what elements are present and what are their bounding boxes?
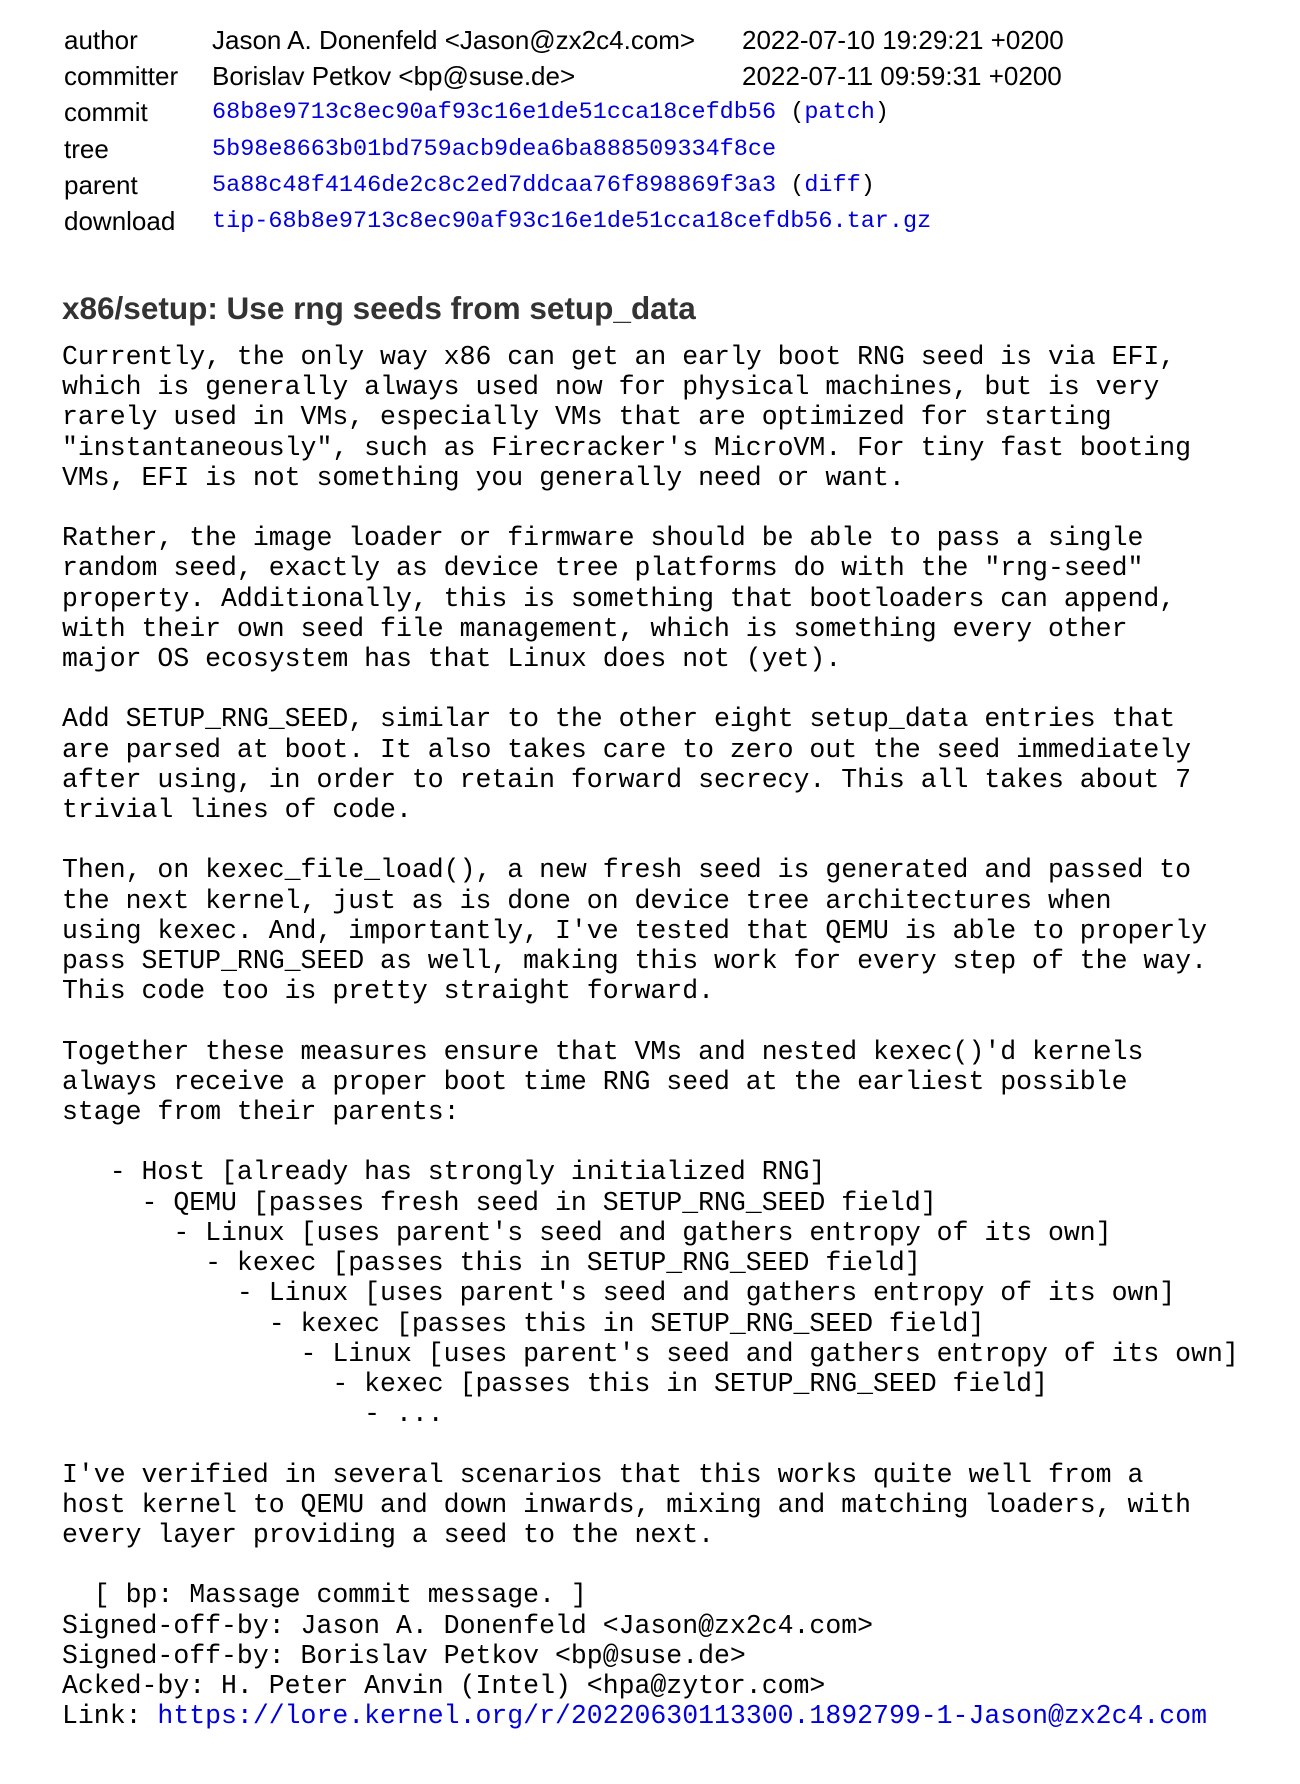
download-row bbox=[64, 203, 1064, 239]
download-cell bbox=[212, 208, 931, 235]
commit-info-table bbox=[64, 22, 1064, 240]
commit-body: Currently, the only way x86 can get an early boot RNG seed is via EFI, which is generally always used now for physical machines, but is very rarely used in VMs, especially VMs that are optimized for starting "instantaneously", such as Firecracker's MicroVM. For tiny fast booting VMs, EFI is not something you generally need or want. Rather, the image loader or firmware should be able to pass a single random seed, exactly as device tree platforms do with the "rng-seed" property. Additionally, this is something that bootloaders can append, with their own seed file management, which is something every other major OS ecosystem has that Linux does not (yet). Add SETUP_RNG_SEED, similar to the other eight setup_data entries that are parsed at boot. It also takes care to zero out the seed immediately after using, in order to retain forward secrecy. This all takes about 7 trivial lines of code. Then, on kexec_file_load(), a new fresh seed is generated and passed to the next kernel, just as is done on device tree architectures when using kexec. And, importantly, I've tested that QEMU is able to properly pass SETUP_RNG_SEED as well, making this work for every step of the way. This code too is pretty straight forward. Together these measures ensure that VMs and nested kexec()'d kernels always receive a proper boot time RNG seed at the earliest possible stage from their parents: - Host [already has strongly initialized RNG] - QEMU [passes fresh seed in SETUP_RNG_SEED field] - Linux [uses parent's seed and gathers entropy of its own] - kexec [passes this in SETUP_RNG_SEED field] - Linux [uses parent's seed and gathers entropy of its own] - kexec [passes this in SETUP_RNG_SEED field] - Linux [uses parent's seed and gathers entropy of its own] - kexec [passes this in SETUP_RNG_SEED field] - ... I've verified in several scenarios that this works quite well from a host kernel to QEMU and down inwards, mixing and matching loaders, with every layer providing a seed to the next. [ bp: Massage commit message. ] bbox=[62, 342, 1239, 1611]
acked-by-line: Acked-by: H. Peter Anvin (Intel) <hpa@zytor.com> bbox=[62, 1670, 826, 1701]
author-name: Jason A. Donenfeld <Jason@zx2c4.com> bbox=[212, 24, 696, 55]
commit-label: commit bbox=[64, 97, 148, 128]
parent-paren-close: ) bbox=[860, 171, 875, 199]
commit-message bbox=[62, 342, 1239, 1731]
author-date: 2022-07-10 19:29:21 +0200 bbox=[742, 24, 1064, 55]
signed-off-by-borislav: Signed-off-by: Borislav Petkov <bp@suse.de> bbox=[62, 1640, 746, 1671]
author-row bbox=[64, 22, 1064, 58]
lore-link[interactable]: https://lore.kernel.org/r/20220630113300.1892799-1-Jason@zx2c4.com bbox=[157, 1701, 1207, 1732]
patch-link[interactable]: patch bbox=[804, 99, 875, 127]
committer-label: committer bbox=[64, 60, 179, 91]
parent-paren-open: ( bbox=[776, 171, 805, 199]
link-line bbox=[62, 1701, 1239, 1731]
tree-row bbox=[64, 131, 1064, 167]
commit-subject: x86/setup: Use rng seeds from setup_data bbox=[62, 290, 696, 326]
committer-name: Borislav Petkov <bp@suse.de> bbox=[212, 60, 576, 91]
parent-hash-link[interactable]: 5a88c48f4146de2c8c2ed7ddcaa76f898869f3a3 bbox=[212, 171, 777, 199]
tree-hash-link[interactable]: 5b98e8663b01bd759acb9dea6ba888509334f8ce bbox=[212, 135, 777, 163]
signed-off-by-jason: Signed-off-by: Jason A. Donenfeld <Jason@zx2c4.com> bbox=[62, 1610, 874, 1641]
tree-label: tree bbox=[64, 133, 109, 164]
link-prefix: Link: bbox=[62, 1701, 158, 1732]
commit-paren-open: ( bbox=[776, 99, 805, 127]
commit-hash-cell bbox=[212, 99, 889, 126]
commit-row bbox=[64, 95, 1064, 131]
commit-paren-close: ) bbox=[874, 99, 889, 127]
download-label: download bbox=[64, 206, 176, 237]
diff-link[interactable]: diff bbox=[804, 171, 861, 199]
parent-label: parent bbox=[64, 169, 138, 200]
parent-row bbox=[64, 167, 1064, 203]
author-label: author bbox=[64, 24, 138, 55]
committer-row bbox=[64, 58, 1064, 94]
commit-hash-link[interactable]: 68b8e9713c8ec90af93c16e1de51cca18cefdb56 bbox=[212, 99, 777, 127]
committer-date: 2022-07-11 09:59:31 +0200 bbox=[742, 60, 1062, 91]
tree-hash-cell bbox=[212, 136, 776, 163]
download-tarball-link[interactable]: tip-68b8e9713c8ec90af93c16e1de51cca18cefdb56.tar.gz bbox=[212, 208, 932, 236]
parent-hash-cell bbox=[212, 172, 875, 199]
